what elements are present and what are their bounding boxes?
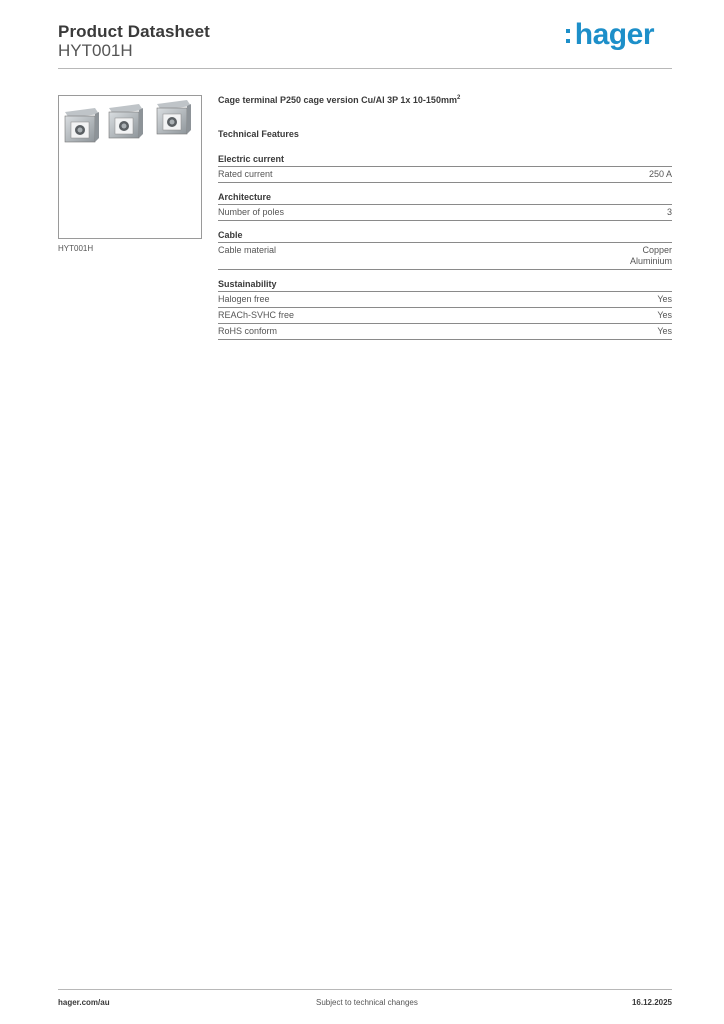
feature-label: Number of poles [218,207,285,217]
product-code: HYT001H [58,41,133,60]
feature-value [657,326,672,337]
feature-section [218,230,672,270]
feature-value [630,245,672,267]
product-image [58,95,202,239]
section-title: Electric current [218,154,672,167]
feature-section [218,192,672,221]
feature-value-line: Yes [657,326,672,336]
feature-value [657,294,672,305]
feature-row [218,324,672,340]
feature-label: Halogen free [218,294,270,304]
feature-value [667,207,672,218]
feature-value [649,169,672,180]
document-title: Product Datasheet [58,22,210,41]
feature-row [218,308,672,324]
hager-logo [575,20,654,50]
feature-section [218,279,672,340]
section-title: Sustainability [218,279,672,292]
terminal-2 [109,104,143,138]
feature-value-line: Yes [657,310,672,320]
header-divider [58,68,672,69]
terminal-3 [157,100,191,134]
footer-date: 16.12.2025 [631,998,672,1007]
feature-row [218,205,672,221]
product-description: Cage terminal P250 cage version Cu/Al 3P 1x $10-150mm^2$ [218,95,461,105]
logo-colon-icon [566,29,571,49]
technical-features-heading: Technical Features [218,129,299,139]
feature-label: RoHS conform [218,326,278,336]
feature-row [218,292,672,308]
section-title: Architecture [218,192,672,205]
feature-label: REACh-SVHC free [218,310,295,320]
cage-terminal-image [59,96,201,238]
feature-value-line: Aluminium [629,256,672,266]
product-details [218,95,672,349]
feature-value [657,310,672,321]
feature-section [218,154,672,183]
terminal-1 [65,108,99,142]
feature-row [218,243,672,270]
feature-row [218,167,672,183]
feature-label: Cable material [218,245,277,255]
section-title: Cable [218,230,672,243]
feature-value-line: 3 [666,207,672,217]
feature-label: Rated current [218,169,273,179]
page-header [58,20,672,68]
feature-value-line: 250 A [648,169,672,179]
feature-value-line: Yes [657,294,672,304]
footer-notice: Subject to technical changes [316,998,418,1007]
image-caption: HYT001H [58,244,94,253]
logo-text: hager [574,18,654,51]
footer-website[interactable]: hager.com/au [58,998,110,1007]
footer-divider [58,989,672,990]
feature-sections [218,154,672,340]
feature-value-line: Copper [642,245,672,255]
